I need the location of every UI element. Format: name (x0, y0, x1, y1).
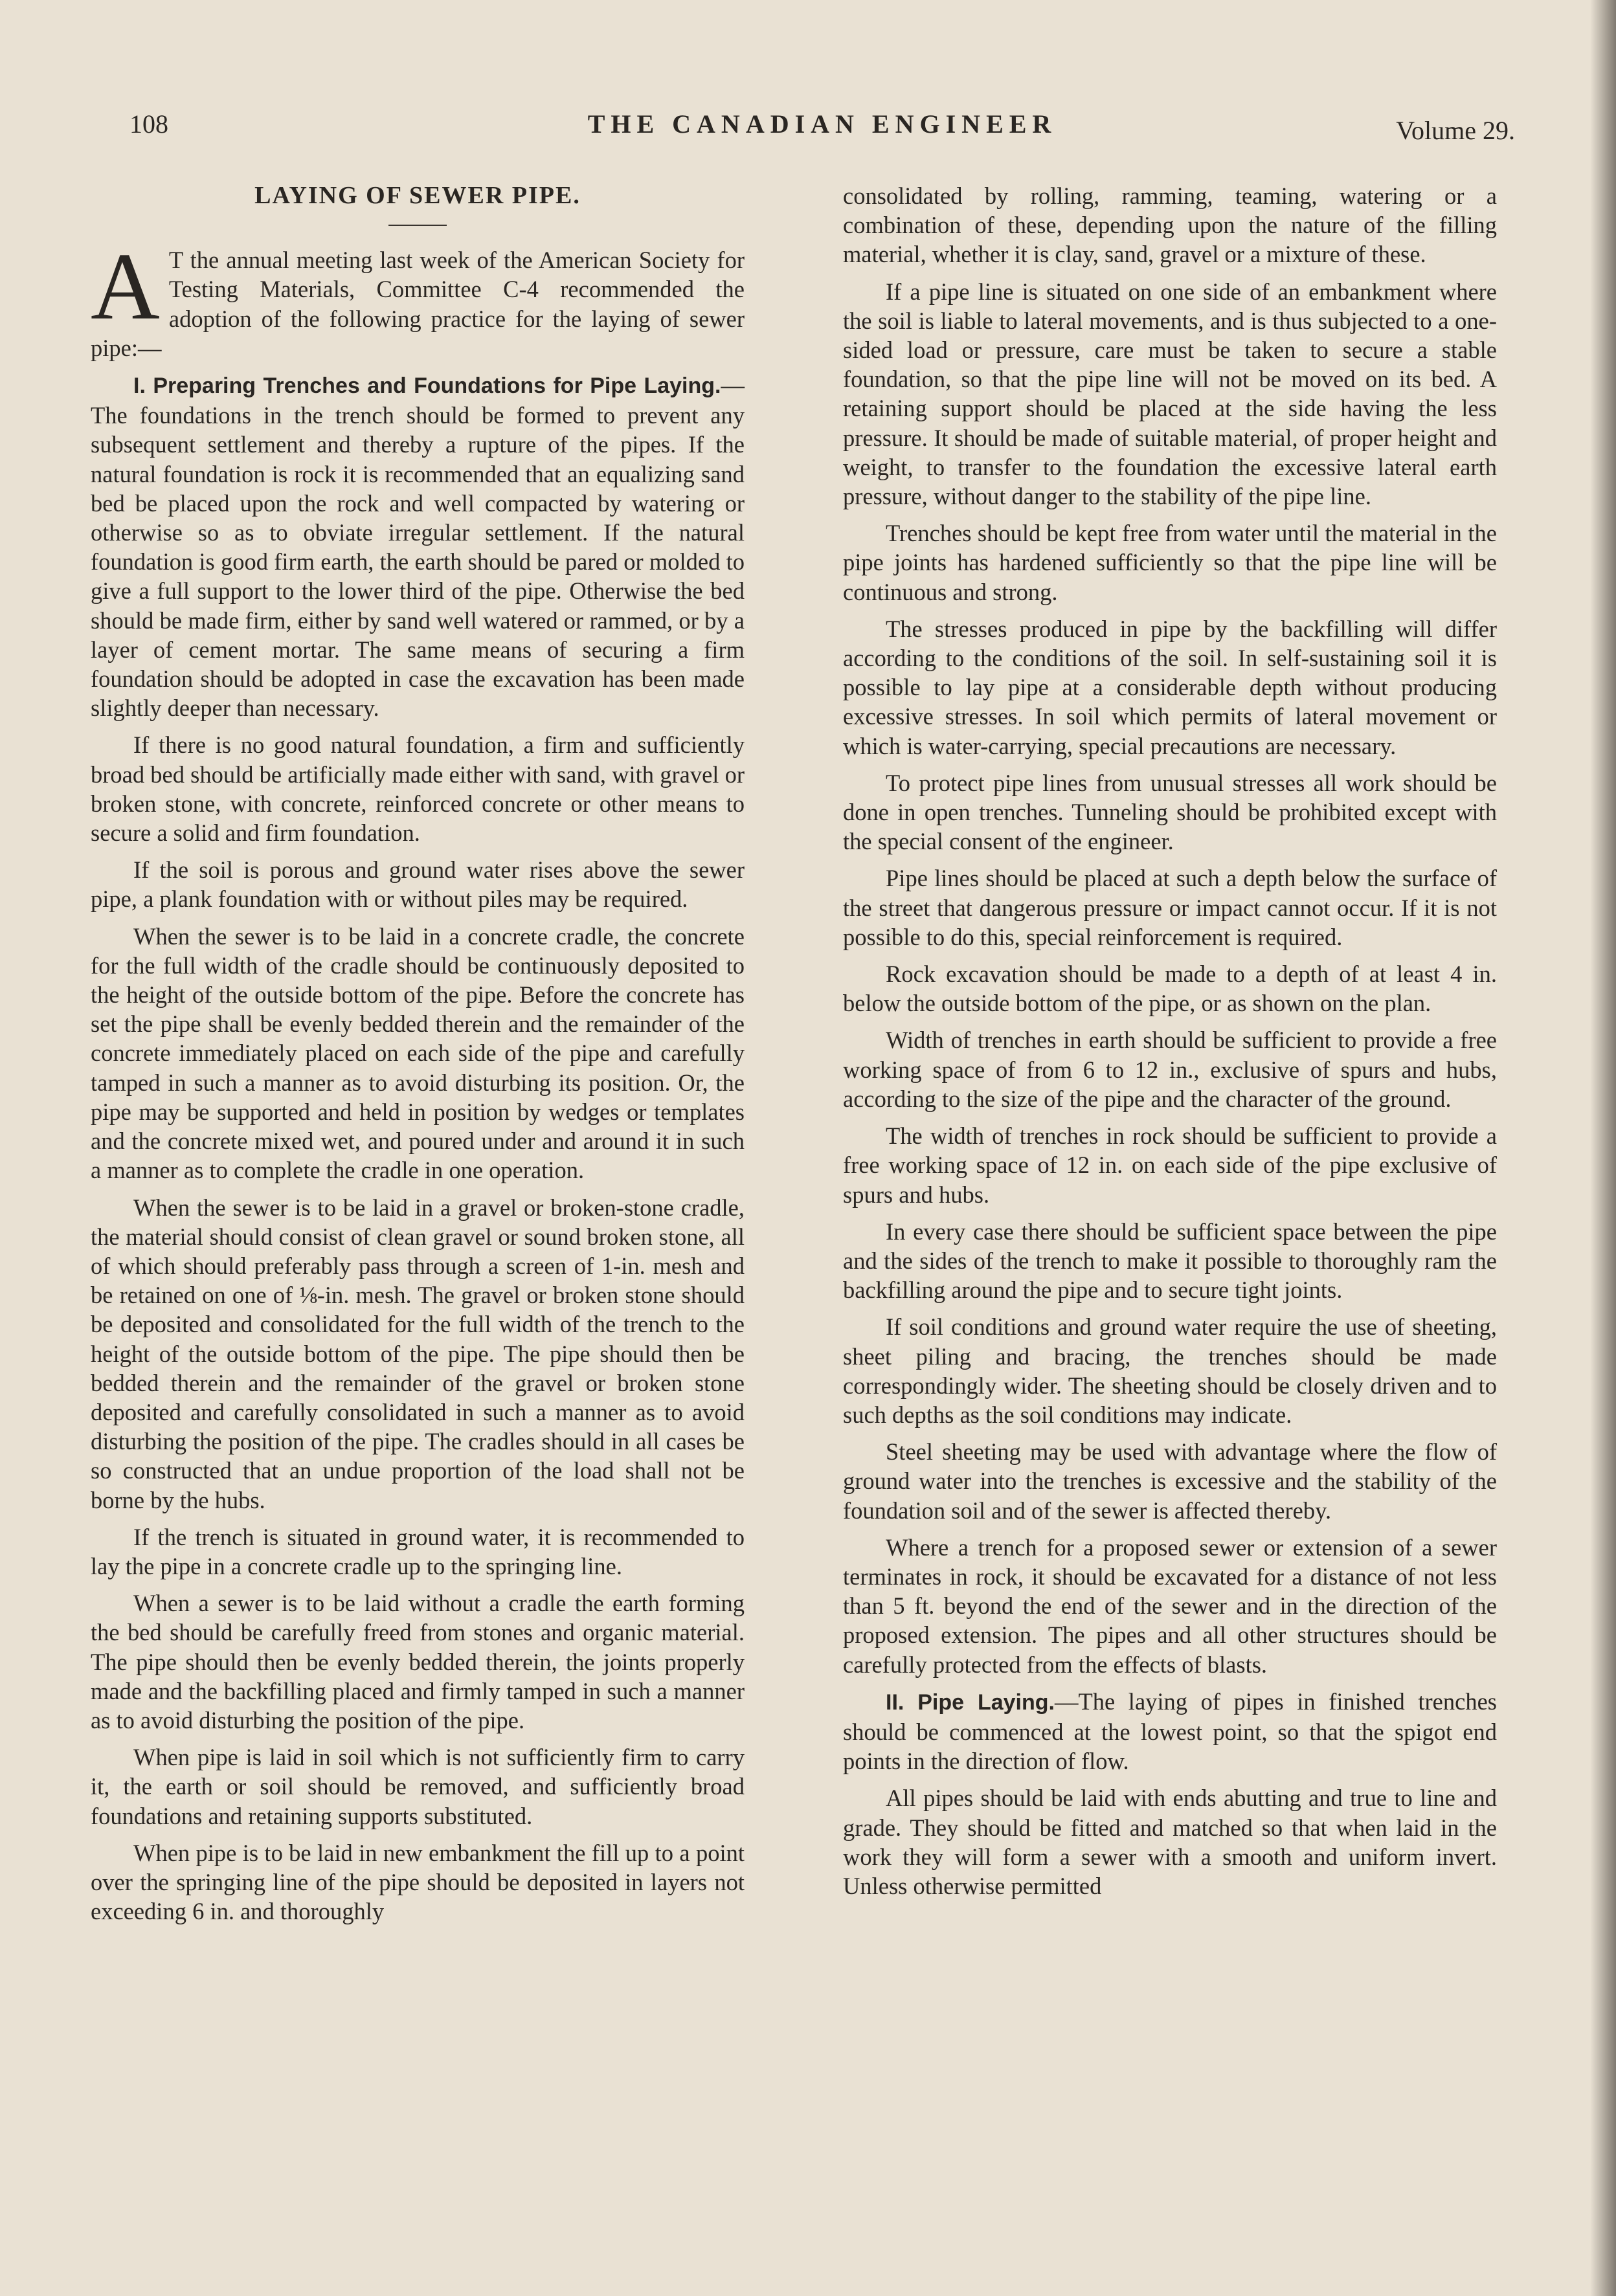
title-divider (388, 225, 447, 226)
volume-label: Volume 29. (1396, 116, 1515, 145)
body-paragraph: All pipes should be laid with ends abutting and true to line and grade. They should be fitted and matched so that when laid in the work they will form a sewer with a smooth and uniform invert. Unless otherwise permitted (843, 1785, 1497, 1899)
body-paragraph: The stresses produced in pipe by the backfilling will differ according to the conditions of the soil. In self-sustaining soil it is possible to lay pipe at a considerable depth without producing excessive stresses. In soil which permits of lateral movement or which is water-carrying, special precautions are necessary. (843, 615, 1497, 759)
section-1-text: —The foundations in the trench should be formed to prevent any subsequent settlement and thereby a rupture of the pipes. If the natural foundation is rock it is recommended that an equalizing sand bed be placed upon the rock and well compacted by watering or otherwise so as to obviate irregular settlement. If the natural foundation is good firm earth, the earth should be pared or molded to give a full support to the lower third of the pipe. Otherwise the bed should be made firm, either by sand well watered or rammed, or by a layer of cement mortar. The same means of securing a firm foundation should be adopted in case the excavation has been made slightly deeper than necessary. (91, 372, 745, 722)
intro-paragraph (91, 234, 745, 362)
body-paragraph: Where a trench for a proposed sewer or extension of a sewer terminates in rock, it should be excavated for a distance of not less than 5 ft. beyond the end of the sewer and in the direction of the proposed extension. The pipes and all other structures should be carefully protected from the effects of blasts. (843, 1533, 1497, 1678)
right-column (843, 181, 1497, 1908)
body-paragraph: Width of trenches in earth should be sufficient to provide a free working space of from 6 to 12 in., exclusive of spurs and hubs, according to the size of the pipe and the character of the ground. (843, 1027, 1497, 1112)
intro-text: T the annual meeting last week of the American Society for Testing Materials, Committee C-4 recommended the adoption of the following practice for the laying of sewer pipe:— (91, 247, 745, 361)
article-title: LAYING OF SEWER PIPE. (254, 182, 581, 209)
body-paragraph: When the sewer is to be laid in a concrete cradle, the concrete for the full width of the cradle should be continuously deposited to the height of the outside bottom of the pipe. Before the concrete has set the pipe shall be evenly bedded therein and the remainder of the concrete immediately placed on each side of the pipe and carefully tamped in such a manner as to avoid disturbing its position. Or, the pipe may be supported and held in position by wedges or templates and the concrete mixed wet, and poured under and around it in such a manner as to complete the cradle in one operation. (91, 922, 745, 1184)
section-2-text: —The laying of pipes in finished trenches should be commenced at the lowest point, so that the spigot end points in the direction of flow. (843, 1688, 1497, 1775)
section-2-paragraph (843, 1687, 1497, 1776)
body-paragraph: The width of trenches in rock should be sufficient to provide a free working space of 12 in. on each side of the pipe exclusive of spurs and hubs. (843, 1122, 1497, 1208)
body-paragraph: To protect pipe lines from unusual stresses all work should be done in open trenches. Tunneling should be prohibited except with the special consent of the engineer. (843, 769, 1497, 855)
body-paragraph: If the trench is situated in ground water, it is recommended to lay the pipe in a concrete cradle up to the springing line. (91, 1523, 745, 1579)
body-paragraph: If a pipe line is situated on one side of an embankment where the soil is liable to lateral movements, and is thus subjected to a one-sided load or pressure, care must be taken to secure a stable foundation, so that the pipe line will not be moved on its bed. A retaining support should be placed at the side having the less pressure. It should be made of suitable material, of proper height and weight, to transfer to the foundation the excessive lateral earth pressure, without danger to the stability of the pipe line. (843, 278, 1497, 510)
body-paragraph: In every case there should be sufficient space between the pipe and the sides of the trench to make it possible to thoroughly ram the backfilling around the pipe and to secure tight joints. (843, 1218, 1497, 1304)
section-2-heading: II. Pipe Laying. (886, 1689, 1055, 1715)
continued-paragraph: consolidated by rolling, ramming, teaming, watering or a combination of these, depending upon the nature of the filling material, whether it is clay, sand, gravel or a mixture of these. (843, 183, 1497, 268)
section-1-heading: I. Preparing Trenches and Foundations for Pipe Laying. (133, 373, 721, 399)
page-edge-shadow (1590, 0, 1616, 2296)
body-paragraph: Trenches should be kept free from water until the material in the pipe joints has hardened sufficiently so that the pipe line will be continuous and strong. (843, 520, 1497, 605)
body-paragraph: If soil conditions and ground water require the use of sheeting, sheet piling and bracing, the trenches should be made correspondingly wider. The sheeting should be closely driven and to such depths as the soil conditions may indicate. (843, 1313, 1497, 1428)
section-1-paragraph (91, 370, 745, 722)
left-column (91, 181, 745, 1934)
body-paragraph: Pipe lines should be placed at such a depth below the surface of the street that dangerous pressure or impact cannot occur. If it is not possible to do this, special reinforcement is required. (843, 865, 1497, 950)
body-paragraph: If the soil is porous and ground water rises above the sewer pipe, a plank foundation with or without piles may be required. (91, 856, 745, 913)
drop-cap: A (91, 234, 160, 340)
body-paragraph: When pipe is to be laid in new embankment the fill up to a point over the springing line of the pipe should be deposited in layers not exceeding 6 in. and thoroughly (91, 1839, 745, 1925)
page-header (129, 109, 1515, 148)
body-paragraph: Rock excavation should be made to a depth of at least 4 in. below the outside bottom of the pipe, or as shown on the plan. (843, 961, 1497, 1017)
body-paragraph: Steel sheeting may be used with advantage where the flow of ground water into the trenches is excessive and the stability of the foundation soil and of the sewer is affected thereby. (843, 1438, 1497, 1524)
journal-title: THE CANADIAN ENGINEER (587, 109, 1057, 139)
body-paragraph: When the sewer is to be laid in a gravel or broken-stone cradle, the material should consist of clean gravel or sound broken stone, all of which should preferably pass through a screen of 1-in. mesh and be retained on one of ⅛-in. mesh. The gravel or broken stone should be deposited and consolidated for the full width of the trench to the height of the outside bottom of the pipe. The pipe should then be bedded therein and the remainder of the gravel or broken stone deposited and carefully consolidated in such a manner as to avoid disturbing the position of the pipe. The cradles should in all cases be so constructed that an undue proportion of the load shall not be borne by the hubs. (91, 1194, 745, 1513)
page-number: 108 (129, 109, 168, 139)
body-paragraph: If there is no good natural foundation, a firm and sufficiently broad bed should be artificially made either with sand, with gravel or broken stone, with concrete, reinforced concrete or other means to secure a solid and firm foundation. (91, 731, 745, 847)
body-paragraph: When pipe is laid in soil which is not sufficiently firm to carry it, the earth or soil should be removed, and sufficiently broad foundations and retaining supports substituted. (91, 1744, 745, 1829)
body-paragraph: When a sewer is to be laid without a cradle the earth forming the bed should be carefully freed from stones and organic material. The pipe should then be evenly bedded therein, the joints properly made and the backfilling placed and firmly tamped in such a manner as to avoid disturbing the position of the pipe. (91, 1590, 745, 1733)
